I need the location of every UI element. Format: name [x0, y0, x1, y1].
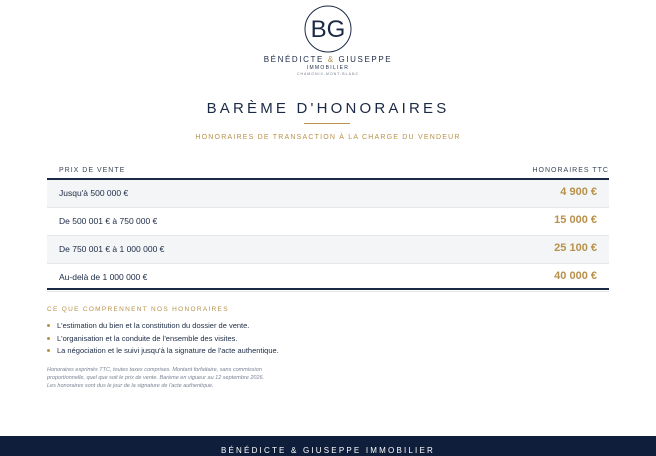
brand-name — [0, 55, 656, 64]
brand-logo — [0, 4, 656, 76]
fee-table-header — [47, 164, 609, 178]
table-row — [47, 208, 609, 236]
inclusions-list — [47, 321, 279, 359]
column-header-fee: HONORAIRES TTC — [532, 167, 609, 174]
title-divider — [304, 123, 350, 124]
note-line: Honoraires exprimés TTC, toutes taxes comprises. Montant forfaitaire, sans commission — [47, 367, 262, 373]
inclusion-text: L'organisation et la conduite de l'ensemble des visites. — [57, 333, 238, 343]
brand-name-part2: GIUSEPPE — [338, 55, 393, 64]
page-title: BARÈME D'HONORAIRES — [206, 100, 450, 117]
footer-brand-text: BÉNÉDICTE & GIUSEPPE IMMOBILIER — [220, 446, 435, 455]
brand-tagline: CHAMONIX-MONT-BLANC — [297, 72, 359, 76]
monogram-text: BG — [310, 16, 346, 43]
table-row — [47, 180, 609, 208]
inclusions-title: CE QUE COMPRENNENT NOS HONORAIRES — [47, 306, 229, 313]
fee-table — [47, 180, 609, 292]
list-item — [47, 346, 279, 359]
page-subtitle: HONORAIRES DE TRANSACTION À LA CHARGE DU VENDEUR — [195, 134, 461, 141]
bullet-icon — [47, 324, 50, 327]
fee-amount: 25 100 € — [554, 242, 597, 254]
fee-amount: 40 000 € — [554, 270, 597, 282]
table-bottom-rule — [47, 288, 609, 290]
price-range: Au-delà de 1 000 000 € — [59, 272, 148, 282]
monogram-logo-icon — [303, 4, 353, 54]
price-range: Jusqu'à 500 000 € — [59, 188, 129, 198]
fee-amount: 15 000 € — [554, 214, 597, 226]
inclusion-text: L'estimation du bien et la constitution du dossier de vente. — [57, 321, 250, 330]
bullet-icon — [47, 337, 50, 340]
inclusion-text: La négociation et le suivi jusqu'à la signature de l'acte authentique. — [57, 346, 279, 355]
footer-bar — [0, 436, 656, 456]
note-line: proportionnelle, quel que soit le prix de vente. Barème en vigueur au 12 septembre 2026. — [47, 374, 265, 381]
list-item — [47, 334, 279, 347]
column-header-price: PRIX DE VENTE — [59, 167, 126, 174]
bullet-icon — [47, 349, 50, 352]
price-range: De 500 001 € à 750 000 € — [59, 216, 158, 226]
brand-name-part1: BÉNÉDICTE — [263, 55, 324, 64]
brand-subline: IMMOBILIER — [306, 65, 350, 71]
legal-note — [47, 367, 309, 391]
brand-ampersand: & — [327, 55, 335, 64]
table-row — [47, 236, 609, 264]
fee-amount: 4 900 € — [560, 186, 597, 198]
note-line: Les honoraires sont dus le jour de la signature de l'acte authentique. — [47, 382, 214, 389]
price-range: De 750 001 € à 1 000 000 € — [59, 244, 165, 254]
list-item — [47, 321, 279, 334]
